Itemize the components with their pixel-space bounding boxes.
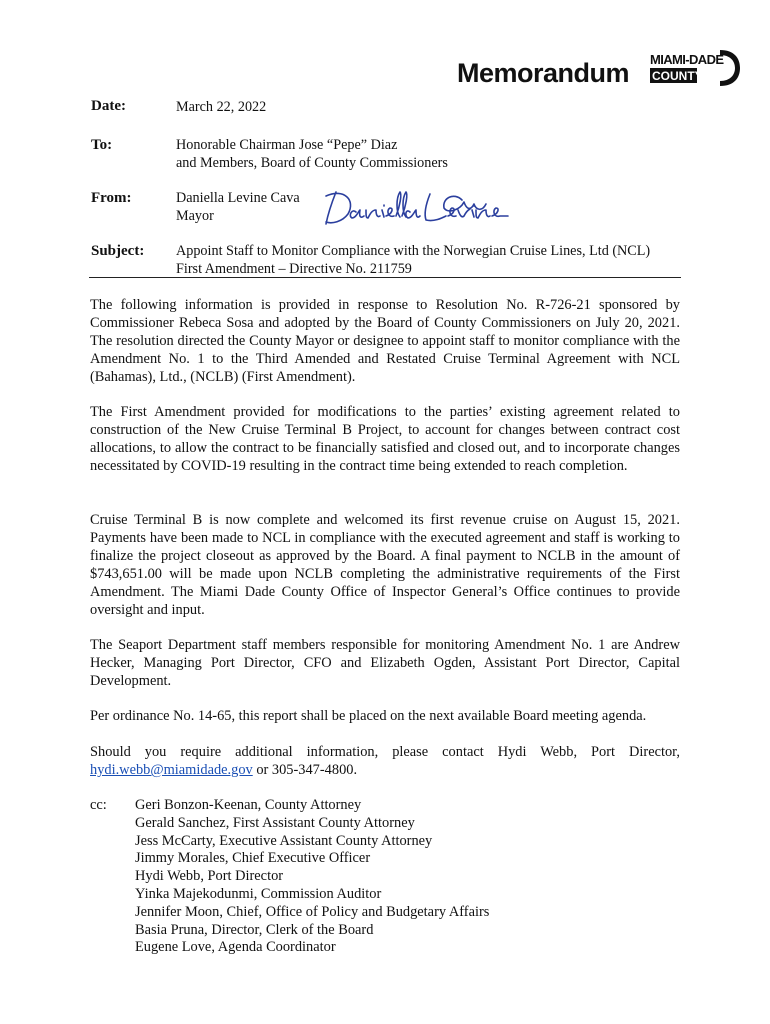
body-paragraph-5: Per ordinance No. 14-65, this report shall be placed on the next available Board meeting agenda. bbox=[90, 708, 647, 724]
body-paragraph-3: Cruise Terminal B is now complete and welcomed its first revenue cruise on August 15, 2021. Payments have been made to NCL in compliance with the executed agreement and staff is working to finalize the project closeout as approved by the Board. A final payment to NCLB in the amount of $743,651.00 will be made upon NCLB completing the administrative requirements of the First Amendment. The Miami Dade County Office of Inspector General’s Office continues to provide oversight and input. bbox=[90, 512, 680, 618]
to-label: To: bbox=[91, 137, 113, 153]
date-label: Date: bbox=[91, 98, 126, 114]
from-line-2: Mayor bbox=[176, 208, 214, 224]
body-paragraph-2: The First Amendment provided for modifications to the parties’ existing agreement related to construction of the New Cruise Terminal B Project, to account for changes between contract cost allocations, to allow the contract to be financially satisfied and closed out, and to incorporate changes necessitated by COVID-19 resulting in the contract time being extended to reach completion. bbox=[90, 404, 680, 474]
cc-recipient: Jess McCarty, Executive Assistant County Attorney bbox=[135, 832, 433, 849]
to-line-2: and Members, Board of County Commissioners bbox=[176, 155, 448, 171]
to-recipient bbox=[176, 136, 448, 172]
cc-recipient: Eugene Love, Agenda Coordinator bbox=[135, 939, 336, 956]
from-sender bbox=[176, 189, 300, 225]
cc-recipient: Yinka Majekodunmi, Commission Auditor bbox=[135, 885, 382, 902]
from-label: From: bbox=[91, 190, 132, 206]
cc-recipient: Gerald Sanchez, First Assistant County Attorney bbox=[135, 814, 415, 831]
subject-text bbox=[176, 242, 686, 278]
cc-recipient-list bbox=[135, 797, 489, 957]
to-line-1: Honorable Chairman Jose “Pepe” Diaz bbox=[176, 137, 398, 153]
svg-text:MIAMI-DADE: MIAMI-DADE bbox=[650, 52, 724, 67]
header-divider bbox=[89, 277, 681, 278]
handwritten-signature bbox=[322, 186, 512, 232]
body-paragraph-4: The Seaport Department staff members responsible for monitoring Amendment No. 1 are Andrew Hecker, Managing Port Director, CFO and Elizabeth Ogden, Assistant Port Director, Capital Development. bbox=[90, 637, 680, 689]
cc-recipient: Geri Bonzon-Keenan, County Attorney bbox=[135, 797, 362, 813]
memo-title: Memorandum bbox=[457, 58, 630, 88]
body-paragraph-6 bbox=[90, 743, 680, 779]
subject-label: Subject: bbox=[91, 243, 145, 259]
cc-label: cc: bbox=[90, 797, 107, 813]
miami-dade-county-logo bbox=[648, 48, 741, 88]
contact-text: Should you require additional information, please contact Hydi Webb, Port Director, bbox=[90, 744, 680, 760]
body-paragraph-1: The following information is provided in response to Resolution No. R-726-21 sponsored by Commissioner Rebeca Sosa and adopted by the Board of County Commissioners on July 20, 2021. The resolution directed the County Mayor or designee to appoint staff to monitor compliance with the Amendment No. 1 to the Third Amended and Restated Cruise Terminal Agreement with NCL (Bahamas), Ltd., (NCLB) (First Amendment). bbox=[90, 297, 680, 385]
email-link[interactable]: hydi.webb@miamidade.gov bbox=[90, 762, 253, 778]
subject-line-2: First Amendment – Directive No. 211759 bbox=[176, 261, 412, 277]
date-value: March 22, 2022 bbox=[176, 99, 267, 115]
contact-phone: or 305-347-4800. bbox=[252, 762, 358, 778]
cc-recipient: Basia Pruna, Director, Clerk of the Board bbox=[135, 921, 374, 938]
from-line-1: Daniella Levine Cava bbox=[176, 190, 300, 206]
cc-recipient: Jennifer Moon, Chief, Office of Policy and Budgetary Affairs bbox=[135, 903, 490, 920]
cc-recipient: Jimmy Morales, Chief Executive Officer bbox=[135, 850, 371, 867]
subject-line-1: Appoint Staff to Monitor Compliance with the Norwegian Cruise Lines, Ltd (NCL) bbox=[176, 243, 651, 259]
cc-recipient: Hydi Webb, Port Director bbox=[135, 868, 284, 885]
svg-text:COUNTY: COUNTY bbox=[652, 69, 703, 83]
